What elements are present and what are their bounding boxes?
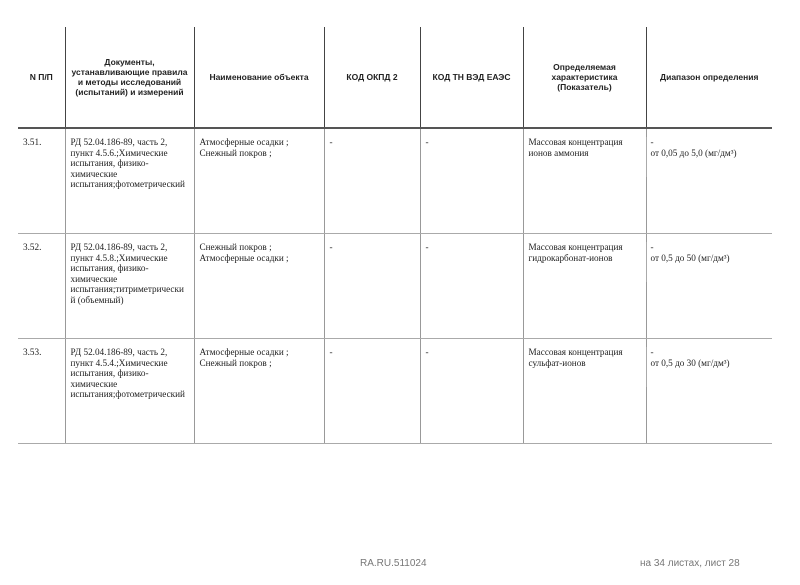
cell-range [646, 234, 772, 339]
cell-number: 3.53. [18, 339, 65, 444]
cell-characteristic: Массовая концентрация сульфат-ионов [523, 339, 646, 444]
cell-number: 3.51. [18, 128, 65, 234]
cell-document: РД 52.04.186-89, часть 2, пункт 4.5.4.;Химические испытания, физико-химические испытания;фотометрический [65, 339, 194, 444]
range-value: от 0,5 до 30 (мг/дм³) [650, 357, 730, 368]
header-range: Диапазон определения [646, 27, 772, 128]
cell-okpd: - [324, 234, 420, 339]
range-dash: - [650, 137, 654, 147]
cell-number: 3.52. [18, 234, 65, 339]
header-object-name: Наименование объекта [194, 27, 324, 128]
cell-range [646, 339, 772, 444]
cell-document: РД 52.04.186-89, часть 2, пункт 4.5.6.;Химические испытания, физико-химические испытания;фотометрический [65, 128, 194, 234]
object-item: Снежный покров ; [199, 147, 272, 158]
object-item: Атмосферные осадки ; [199, 252, 289, 263]
cell-tnved: - [420, 128, 523, 234]
sheet-info: на 34 листах, лист 28 [640, 558, 740, 569]
header-characteristic: Определяемая характеристика (Показатель) [523, 27, 646, 128]
range-value: от 0,5 до 50 (мг/дм³) [650, 252, 730, 263]
cell-tnved: - [420, 234, 523, 339]
cell-range [646, 128, 772, 234]
object-item: Снежный покров ; [199, 357, 272, 368]
cell-characteristic: Массовая концентрация гидрокарбонат-ионов [523, 234, 646, 339]
range-block [646, 242, 768, 282]
cell-objects [194, 234, 324, 339]
object-item: Атмосферные осадки ; [199, 137, 289, 147]
header-number: N П/П [18, 27, 65, 128]
range-block [646, 137, 768, 177]
registration-number: RA.RU.511024 [360, 558, 427, 569]
range-dash: - [650, 347, 654, 357]
cell-objects [194, 339, 324, 444]
table-row [18, 234, 772, 339]
cell-okpd: - [324, 339, 420, 444]
header-tnved-code: КОД ТН ВЭД ЕАЭС [420, 27, 523, 128]
cell-document: РД 52.04.186-89, часть 2, пункт 4.5.8.;Химические испытания, физико-химические испытания;титриметрический (объемный) [65, 234, 194, 339]
cell-objects [194, 128, 324, 234]
cell-tnved: - [420, 339, 523, 444]
range-dash: - [650, 242, 654, 252]
range-block [646, 347, 768, 387]
table-row [18, 128, 772, 234]
header-okpd-code: КОД ОКПД 2 [324, 27, 420, 128]
header-documents: Документы, устанавливающие правила и методы исследований (испытаний) и измерений [65, 27, 194, 128]
object-item: Снежный покров ; [199, 242, 272, 252]
accreditation-scope-table [18, 27, 772, 444]
range-value: от 0,05 до 5,0 (мг/дм³) [650, 147, 737, 158]
object-item: Атмосферные осадки ; [199, 347, 289, 357]
cell-characteristic: Массовая концентрация ионов аммония [523, 128, 646, 234]
cell-okpd: - [324, 128, 420, 234]
table-header-row [18, 27, 772, 128]
table-row [18, 339, 772, 444]
